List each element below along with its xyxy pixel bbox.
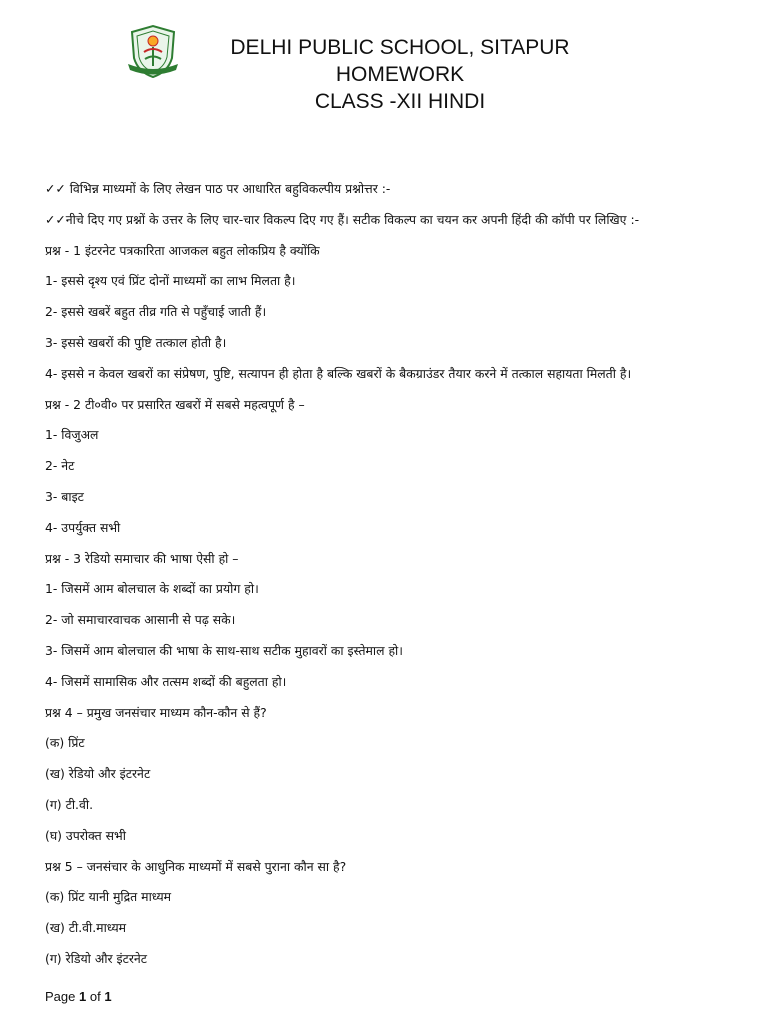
option-line: (क) प्रिंट यानी मुद्रित माध्यम [45, 889, 172, 905]
option-line: 4- जिसमें सामासिक और तत्सम शब्दों की बहुलता हो। [45, 673, 287, 689]
class-title: CLASS -XII HINDI [314, 90, 486, 113]
instruction-line: ✓✓ विभिन्न माध्यमों के लिए लेखन पाठ पर आधारित बहुविकल्पीय प्रश्नोत्तर :- [45, 181, 391, 196]
option-line: 2- नेट [45, 458, 75, 474]
option-line: (ग) टी.वी. [45, 796, 94, 812]
option-line: (क) प्रिंट [45, 735, 85, 751]
question-2: प्रश्न - 2 टी०वी० पर प्रसारित खबरों में सबसे महत्वपूर्ण है – [45, 396, 305, 412]
option-line: 1- विजुअल [45, 427, 99, 443]
document-subtitle: HOMEWORK [335, 63, 465, 86]
instruction-line: ✓✓नीचे दिए गए प्रश्नों के उत्तर के लिए चार-चार विकल्प दिए गए हैं। सटीक विकल्प का चयन कर अपनी हिंदी की कॉपी पर लिखिए :- [45, 211, 640, 227]
question-4: प्रश्न 4 – प्रमुख जनसंचार माध्यम कौन-कौन से हैं? [45, 704, 267, 720]
option-line: 4- उपर्युक्त सभी [45, 519, 121, 535]
option-line: (ग) रेडियो और इंटरनेट [45, 950, 148, 966]
option-line: (ख) रेडियो और इंटरनेट [45, 766, 151, 782]
option-line: 3- बाइट [45, 488, 84, 504]
option-line: 4- इससे न केवल खबरों का संप्रेषण, पुष्टि, सत्यापन ही होता है बल्कि खबरों के बैकग्राउंडर तैयार करने में तत्काल सहायता मिलती है। [45, 365, 632, 381]
homework-content [45, 174, 748, 975]
option-line: (ख) टी.वी.माध्यम [45, 920, 127, 936]
option-line: 2- इससे खबरें बहुत तीव्र गति से पहुँचाई जाती हैं। [45, 304, 267, 320]
option-line: 2- जो समाचारवाचक आसानी से पढ़ सके। [45, 612, 236, 628]
page-word: Page [45, 989, 76, 1004]
option-line: (घ) उपरोक्त सभी [45, 827, 126, 843]
option-line: 1- जिसमें आम बोलचाल के शब्दों का प्रयोग हो। [45, 581, 259, 597]
question-5: प्रश्न 5 – जनसंचार के आधुनिक माध्यमों में सबसे पुराना कौन सा है? [45, 858, 347, 874]
school-name: DELHI PUBLIC SCHOOL, SITAPUR [230, 36, 570, 59]
question-1: प्रश्न - 1 इंटरनेट पत्रकारिता आजकल बहुत लोकप्रिय है क्योंकि [45, 242, 320, 258]
of-word: of [89, 989, 101, 1004]
page-indicator [45, 989, 112, 1004]
total-pages: 1 [104, 989, 112, 1004]
option-line: 3- इससे खबरों की पुष्टि तत्काल होती है। [45, 334, 227, 350]
option-line: 1- इससे दृश्य एवं प्रिंट दोनों माध्यमों का लाभ मिलता है। [45, 273, 296, 289]
current-page: 1 [79, 989, 87, 1004]
question-3: प्रश्न - 3 रेडियो समाचार की भाषा ऐसी हो – [45, 550, 239, 566]
option-line: 3- जिसमें आम बोलचाल की भाषा के साथ-साथ सटीक मुहावरों का इस्तेमाल हो। [45, 642, 403, 658]
document-header [150, 34, 650, 115]
